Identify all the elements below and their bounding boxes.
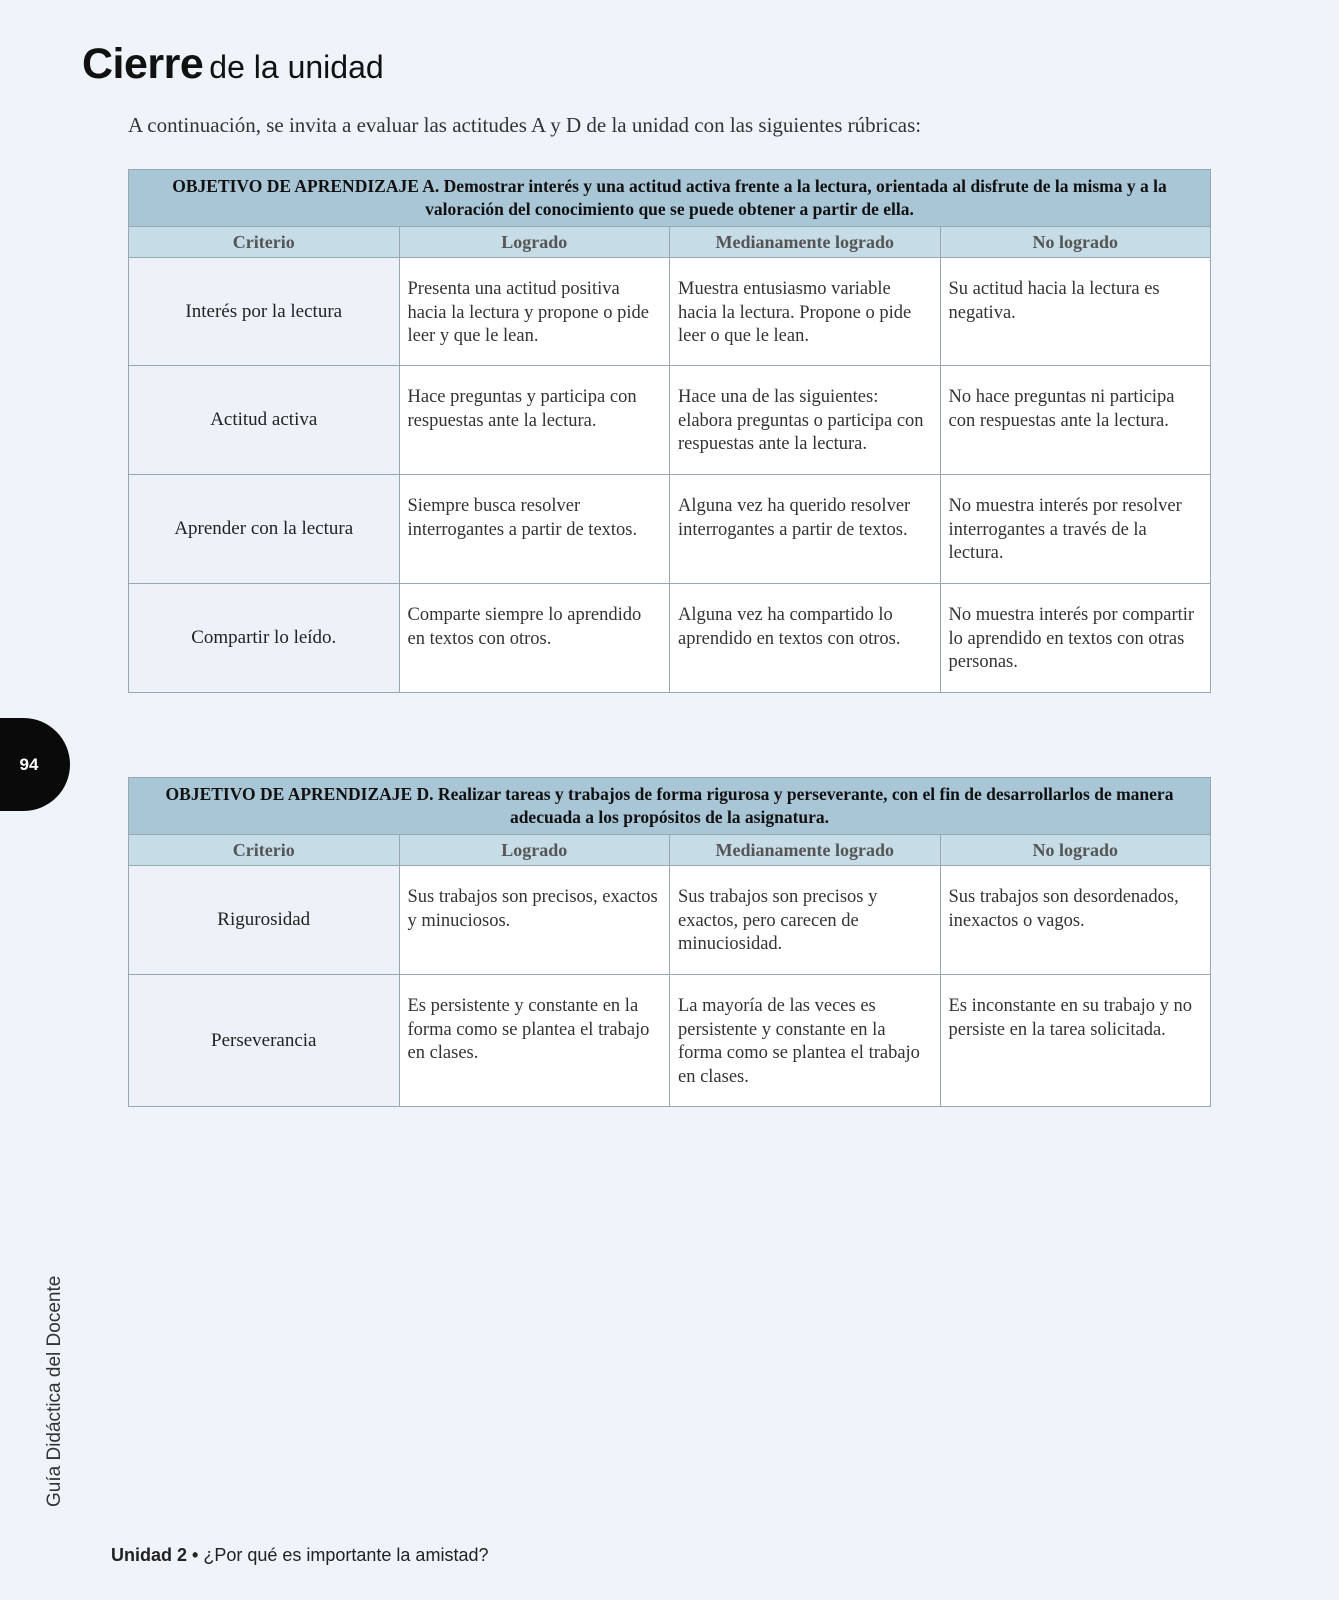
medianamente-cell: Hace una de las siguientes: elabora preguntas o participa con respuestas ante la lectura. (670, 366, 941, 475)
criterio-cell: Compartir lo leído. (129, 584, 400, 693)
col-no-logrado: No logrado (940, 227, 1211, 258)
no-logrado-cell: Sus trabajos son desordenados, inexactos o vagos. (940, 866, 1211, 975)
logrado-cell: Hace preguntas y participa con respuestas ante la lectura. (399, 366, 670, 475)
logrado-cell: Sus trabajos son precisos, exactos y minuciosos. (399, 866, 670, 975)
table-row (129, 258, 1211, 366)
no-logrado-cell: No muestra interés por compartir lo aprendido en textos con otras personas. (940, 584, 1211, 693)
col-logrado: Logrado (399, 227, 670, 258)
table-row (129, 366, 1211, 475)
objective-a-header: OBJETIVO DE APRENDIZAJE A. Demostrar interés y una actitud activa frente a la lectura, orientada al disfrute de la misma y a la valoración del conocimiento que se puede obtener a partir de ella. (129, 170, 1211, 227)
no-logrado-cell: No hace preguntas ni participa con respuestas ante la lectura. (940, 366, 1211, 475)
title-rest: de la unidad (209, 49, 384, 85)
col-medianamente: Medianamente logrado (670, 227, 941, 258)
col-no-logrado: No logrado (940, 835, 1211, 866)
col-medianamente: Medianamente logrado (670, 835, 941, 866)
table-row (129, 475, 1211, 584)
side-guide-label: Guía Didáctica del Docente (44, 1275, 65, 1507)
col-criterio: Criterio (129, 227, 400, 258)
logrado-cell: Comparte siempre lo aprendido en textos con otros. (399, 584, 670, 693)
footer-unit: Unidad 2 • (111, 1545, 199, 1565)
no-logrado-cell: Su actitud hacia la lectura es negativa. (940, 258, 1211, 366)
rubric-table-d (128, 777, 1211, 1107)
table-row (129, 584, 1211, 693)
medianamente-cell: Sus trabajos son precisos y exactos, pero carecen de minuciosidad. (670, 866, 941, 975)
intro-text: A continuación, se invita a evaluar las actitudes A y D de la unidad con las siguientes rúbricas: (128, 113, 922, 137)
medianamente-cell: Muestra entusiasmo variable hacia la lectura. Propone o pide leer o que le lean. (670, 258, 941, 366)
medianamente-cell: Alguna vez ha compartido lo aprendido en textos con otros. (670, 584, 941, 693)
objective-d-header: OBJETIVO DE APRENDIZAJE D. Realizar tareas y trabajos de forma rigurosa y perseverante, con el fin de desarrollarlos de manera adecuada a los propósitos de la asignatura. (129, 778, 1211, 835)
no-logrado-cell: Es inconstante en su trabajo y no persiste en la tarea solicitada. (940, 975, 1211, 1107)
no-logrado-cell: No muestra interés por resolver interrogantes a través de la lectura. (940, 475, 1211, 584)
title-bold: Cierre (82, 40, 204, 88)
medianamente-cell: La mayoría de las veces es persistente y constante en la forma como se plantea el trabajo en clases. (670, 975, 941, 1107)
criterio-cell: Interés por la lectura (129, 258, 400, 366)
medianamente-cell: Alguna vez ha querido resolver interrogantes a partir de textos. (670, 475, 941, 584)
criterio-cell: Aprender con la lectura (129, 475, 400, 584)
logrado-cell: Siempre busca resolver interrogantes a partir de textos. (399, 475, 670, 584)
logrado-cell: Presenta una actitud positiva hacia la lectura y propone o pide leer y que le lean. (399, 258, 670, 366)
page-number-tab: 94 (0, 718, 70, 811)
col-logrado: Logrado (399, 835, 670, 866)
table-row (129, 866, 1211, 975)
col-criterio: Criterio (129, 835, 400, 866)
criterio-cell: Rigurosidad (129, 866, 400, 975)
footer (111, 1545, 488, 1566)
table-row (129, 975, 1211, 1107)
page-title (82, 40, 384, 89)
logrado-cell: Es persistente y constante en la forma como se plantea el trabajo en clases. (399, 975, 670, 1107)
rubric-table-a (128, 169, 1211, 693)
criterio-cell: Actitud activa (129, 366, 400, 475)
footer-question: ¿Por qué es importante la amistad? (203, 1545, 489, 1565)
criterio-cell: Perseverancia (129, 975, 400, 1107)
